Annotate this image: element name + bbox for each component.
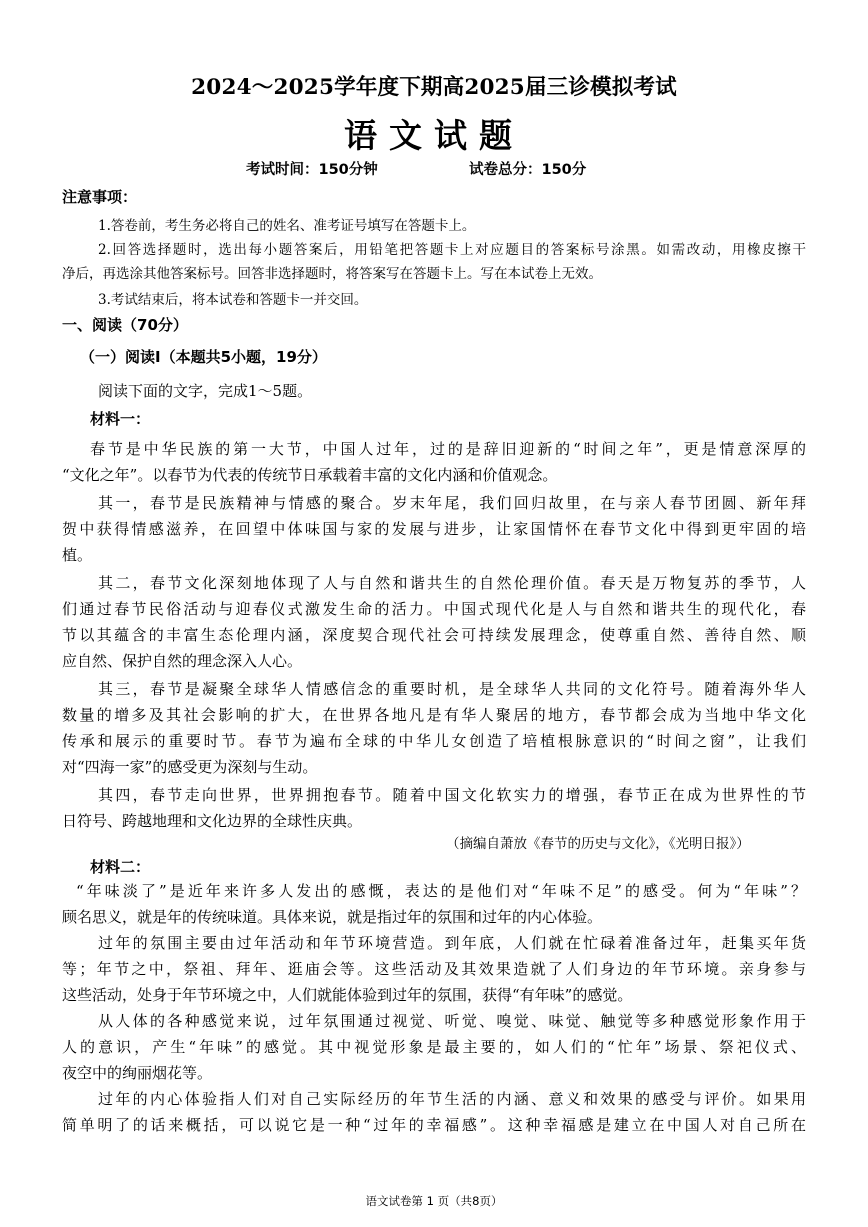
material2-line: 从人体的各种感觉来说，过年氛围通过视觉、听觉、嗅觉、味觉、触觉等多种感觉形象作用于: [98, 1012, 806, 1030]
notice-line: 净后，再选涂其他答案标号。回答非选择题时，将答案写在答题卡上。写在本试卷上无效。: [62, 266, 602, 282]
material1-line: 对“四海一家”的感受更为深刻与生动。: [62, 758, 318, 776]
section-heading: 一、阅读（70分）: [62, 316, 188, 334]
material1-line: 应自然、保护自然的理念深入人心。: [62, 652, 303, 670]
material1-line: 们通过春节民俗活动与迎春仪式激发生命的活力。中国式现代化是人与自然和谐共生的现代化，春: [62, 600, 806, 618]
material1-line: 传承和展示的重要时节。春节为遍布全球的中华儿女创造了培植根脉意识的“时间之窗”，让我们: [62, 732, 806, 750]
subsection-heading: （一）阅读Ⅰ（本题共5小题，19分）: [80, 348, 327, 366]
material1-line: 其二，春节文化深刻地体现了人与自然和谐共生的自然伦理价值。春天是万物复苏的季节，人: [98, 574, 806, 592]
material2-line: 等；年节之中，祭祖、拜年、逛庙会等。这些活动及其效果造就了人们身边的年节环境。亲身参与: [62, 960, 806, 978]
material1-line: 贺中获得情感滋养，在回望中体味国与家的发展与进步，让家国情怀在春节文化中得到更牢固的培: [62, 520, 806, 538]
notice-heading: 注意事项：: [62, 188, 138, 206]
instruction-text: 阅读下面的文字，完成1～5题。: [98, 382, 313, 400]
material2-line: 过年的氛围主要由过年活动和年节环境营造。到年底，人们就在忙碌着准备过年，赶集买年货: [98, 934, 806, 952]
exam-title: 2024～2025学年度下期高2025届三诊模拟考试: [191, 75, 677, 100]
material2-line: 夜空中的绚丽烟花等。: [62, 1064, 213, 1082]
material2-line: 简单明了的话来概括，可以说它是一种“过年的幸福感”。这种幸福感是建立在中国人对自己所在: [62, 1116, 806, 1134]
material1-line: 其三，春节是凝聚全球华人情感信念的重要时机，是全球华人共同的文化符号。随着海外华人: [98, 680, 806, 698]
material2-label: 材料二：: [90, 858, 151, 876]
material1-line: 数量的增多及其社会影响的扩大，在世界各地凡是有华人聚居的地方，春节都会成为当地中华文化: [62, 706, 806, 724]
notice-line: 1.答卷前，考生务必将自己的姓名、准考证号填写在答题卡上。: [98, 218, 476, 234]
material1-line: 植。: [62, 546, 93, 564]
material1-line: 其四，春节走向世界，世界拥抱春节。随着中国文化软实力的增强，春节正在成为世界性的节: [98, 786, 806, 804]
material1-line: “文化之年”。以春节为代表的传统节日承载着丰富的文化内涵和价值观念。: [62, 466, 558, 484]
material1-source: （摘编自萧放《春节的历史与文化》，《光明日报》）: [446, 836, 750, 852]
material1-line: 春节是中华民族的第一大节，中国人过年，过的是辞旧迎新的“时间之年”，更是情意深厚的: [90, 440, 806, 458]
material2-line: 顾名思义，就是年的传统味道。具体来说，就是指过年的氛围和过年的内心体验。: [62, 908, 603, 926]
notice-line: 2.回答选择题时，选出每小题答案后，用铅笔把答题卡上对应题目的答案标号涂黑。如需改动，用橡皮擦干: [98, 242, 806, 258]
notice-line: 3.考试结束后，将本试卷和答题卡一并交回。: [98, 292, 368, 308]
exam-total-score: 试卷总分：150分: [469, 162, 587, 178]
subject-title: 语文试题: [344, 116, 524, 155]
material1-line: 其一，春节是民族精神与情感的聚合。岁末年尾，我们回归故里，在与亲人春节团圆、新年拜: [98, 494, 806, 512]
material1-line: 节以其蕴含的丰富生态伦理内涵，深度契合现代社会可持续发展理念，使尊重自然、善待自然、顺: [62, 626, 806, 644]
material1-label: 材料一：: [90, 410, 151, 428]
material2-line: 人的意识，产生“年味”的感觉。其中视觉形象是最主要的，如人们的“忙年”场景、祭祀仪式、: [62, 1038, 806, 1056]
page-footer: 语文试卷第 1 页（共8页）: [365, 1194, 503, 1208]
material2-line: 这些活动，处身于年节环境之中，人们就能体验到过年的氛围，获得“有年味”的感觉。: [62, 986, 633, 1004]
material1-line: 日符号、跨越地理和文化边界的全球性庆典。: [62, 812, 363, 830]
material2-line: 过年的内心体验指人们对自己实际经历的年节生活的内涵、意义和效果的感受与评价。如果用: [98, 1090, 806, 1108]
material2-line: “年味淡了”是近年来许多人发出的感慨，表达的是他们对“年味不足”的感受。何为“年味”？: [76, 882, 806, 900]
exam-time: 考试时间：150分钟: [246, 162, 378, 178]
